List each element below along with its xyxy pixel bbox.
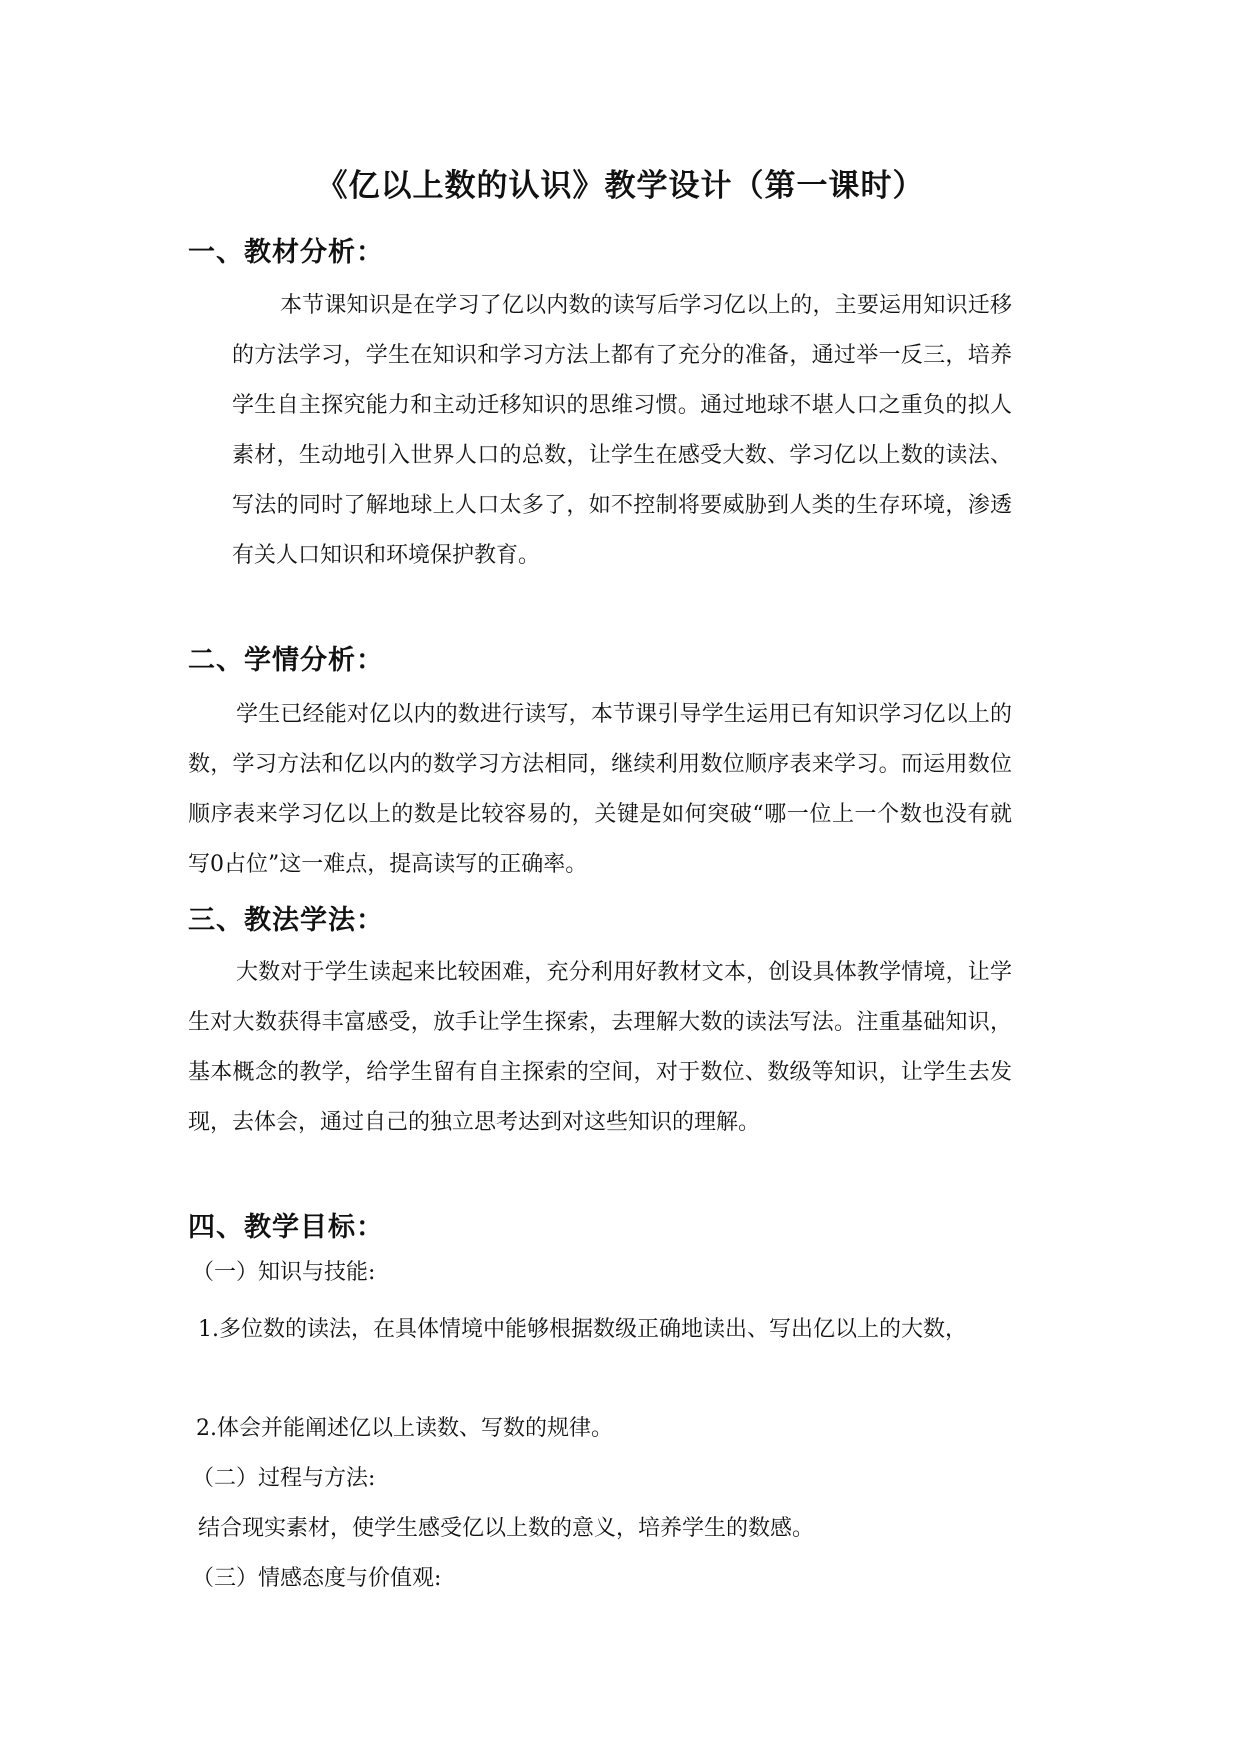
section-paragraph-material-analysis: 本节课知识是在学习了亿以内数的读写后学习亿以上的，主要运用知识迁移的方法学习，学生在知识和学习方法上都有了充分的准备，通过举一反三，培养学生自主探究能力和主动迁移知识的思维习惯。通过地球不堪人口之重负的拟人素材，生动地引入世界人口的总数，让学生在感受大数、学习亿以上数的读法、写法的同时了解地球上人口太多了，如不控制将要威胁到人类的生存环境，渗透有关人口知识和环境保护教育。 bbox=[232, 293, 1012, 568]
section-paragraph-teaching-methods: 大数对于学生读起来比较困难，充分利用好教材文本，创设具体教学情境，让学生对大数获得丰富感受，放手让学生探索，去理解大数的读法写法。注重基础知识，基本概念的教学，给学生留有自主探索的空间，对于数位、数级等知识，让学生去发现，去体会，通过自己的独立思考达到对这些知识的理解。 bbox=[188, 960, 1012, 1135]
section-heading-student-analysis: 二、学情分析： bbox=[188, 645, 384, 676]
goal-item-1: 1.多位数的读法，在具体情境中能够根据数级正确地读出、写出亿以上的大数， bbox=[198, 1317, 967, 1342]
goal-subheading-process-methods: （二）过程与方法: bbox=[192, 1466, 376, 1491]
goal-item-2: 2.体会并能阐述亿以上读数、写数的规律。 bbox=[196, 1416, 613, 1441]
goal-item-process: 结合现实素材，使学生感受亿以上数的意义，培养学生的数感。 bbox=[198, 1516, 815, 1541]
document-title: 《亿以上数的认识》教学设计（第一课时） bbox=[316, 168, 925, 204]
section-heading-teaching-methods: 三、教法学法： bbox=[188, 905, 384, 936]
section-heading-material-analysis: 一、教材分析： bbox=[188, 237, 384, 268]
goal-subheading-knowledge-skills: （一）知识与技能: bbox=[192, 1260, 376, 1285]
section-heading-teaching-goals: 四、教学目标： bbox=[188, 1212, 384, 1243]
section-paragraph-student-analysis: 学生已经能对亿以内的数进行读写，本节课引导学生运用已有知识学习亿以上的数，学习方法和亿以内的数学习方法相同，继续利用数位顺序表来学习。而运用数位顺序表来学习亿以上的数是比较容易的，关键是如何突破“哪一位上一个数也没有就写0占位”这一难点，提高读写的正确率。 bbox=[188, 702, 1012, 877]
goal-subheading-attitude-values: （三）情感态度与价值观: bbox=[192, 1566, 442, 1591]
